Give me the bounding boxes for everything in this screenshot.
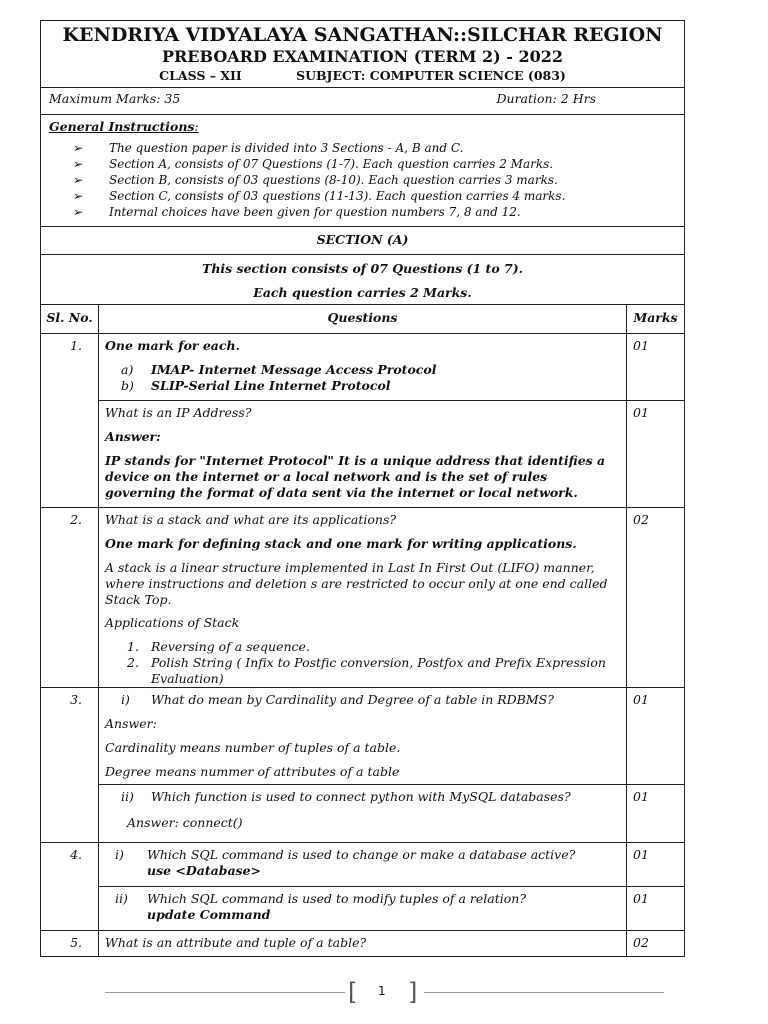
q4i-cell <box>99 843 627 887</box>
section-info <box>40 255 685 305</box>
q1b-answer: IP stands for "Internet Protocol" It is a unique address that identifies a device on the internet or a local network and is the set of rules governing the format of data sent via the internet or local network. <box>105 453 606 500</box>
arrow-bullet-icon: ➢ <box>73 157 84 171</box>
questions-table <box>40 304 685 957</box>
org-title: KENDRIYA VIDYALAYA SANGATHAN::SILCHAR REGION <box>62 24 663 46</box>
q1b-question: What is an IP Address? <box>105 405 252 420</box>
q2-number: 2. <box>41 508 99 688</box>
table-row <box>41 931 685 957</box>
arrow-bullet-icon: ➢ <box>73 173 84 187</box>
right-bracket-icon: ] <box>408 978 418 1006</box>
q3i-cell <box>99 688 627 785</box>
q1a-item-1: a) IMAP- Internet Message Access Protocol <box>121 362 437 377</box>
q5-marks: 02 <box>627 931 685 957</box>
footer-rule-right <box>424 992 664 993</box>
q5-question: What is an attribute and tuple of a table? <box>105 935 367 950</box>
q2-app-2: 2. Polish String ( Infix to Postfic conversion, Postfox and Prefix Expression Evaluation) <box>127 655 606 686</box>
instructions-list <box>49 140 676 220</box>
q4i-answer: use <Database> <box>147 863 262 878</box>
header-box <box>40 20 685 87</box>
q3ii-marks: 01 <box>627 785 685 843</box>
table-row <box>41 334 685 401</box>
q1a-item-2: b) SLIP-Serial Line Internet Protocol <box>121 378 391 393</box>
list-item: ➢ The question paper is divided into 3 Sections - A, B and C. <box>49 140 676 156</box>
duration: Duration: 2 Hrs <box>496 91 596 106</box>
general-instructions <box>40 115 685 227</box>
q3ii-cell <box>99 785 627 843</box>
q1-number: 1. <box>41 334 99 508</box>
q2-apps-title: Applications of Stack <box>105 615 240 630</box>
q2-cell <box>99 508 627 688</box>
table-row <box>41 785 685 843</box>
subject-label: SUBJECT: COMPUTER SCIENCE (083) <box>296 68 566 83</box>
q5-cell <box>99 931 627 957</box>
arrow-bullet-icon: ➢ <box>73 189 84 203</box>
q4ii-marks: 01 <box>627 887 685 931</box>
table-row <box>41 887 685 931</box>
table-row <box>41 508 685 688</box>
list-item: ➢ Section A, consists of 07 Questions (1-7). Each question carries 2 Marks. <box>49 156 676 172</box>
exam-title: PREBOARD EXAMINATION (TERM 2) - 2022 <box>161 47 564 66</box>
q3ii-question: ii) Which function is used to connect python with MySQL databases? <box>121 789 571 804</box>
table-row <box>41 401 685 508</box>
q4ii-question: ii) Which SQL command is used to modify tuples of a relation? <box>115 891 527 906</box>
footer-rule-left <box>105 992 345 993</box>
section-info-line2: Each question carries 2 Marks. <box>253 285 472 300</box>
list-item: ➢ Internal choices have been given for question numbers 7, 8 and 12. <box>49 204 676 220</box>
q2-scheme: One mark for defining stack and one mark for writing applications. <box>105 536 577 551</box>
q4ii-cell <box>99 887 627 931</box>
table-header-row <box>41 305 685 334</box>
q1a-cell <box>99 334 627 401</box>
question-paper <box>40 20 685 957</box>
table-row <box>41 843 685 887</box>
q1a-marks: 01 <box>627 334 685 401</box>
section-info-line1: This section consists of 07 Questions (1 to 7). <box>202 261 523 276</box>
arrow-bullet-icon: ➢ <box>73 141 84 155</box>
q3i-answer-label: Answer: <box>105 716 157 731</box>
q3i-degree: Degree means nummer of attributes of a table <box>105 764 400 779</box>
q4i-marks: 01 <box>627 843 685 887</box>
q3i-marks: 01 <box>627 688 685 785</box>
q4-number: 4. <box>41 843 99 931</box>
page-footer <box>0 978 768 1008</box>
q1b-marks: 01 <box>627 401 685 508</box>
max-marks: Maximum Marks: 35 <box>49 91 181 106</box>
q1b-cell <box>99 401 627 508</box>
instructions-title: General Instructions: <box>49 119 199 134</box>
page-number: 1 <box>378 984 386 998</box>
q1b-answer-label: Answer: <box>105 429 161 444</box>
table-row <box>41 688 685 785</box>
q2-definition: A stack is a linear structure implemented in Last In First Out (LIFO) manner, where instructions and deletion s are restricted to occur only at one end called Stack Top. <box>105 560 608 607</box>
q3-number: 3. <box>41 688 99 843</box>
col-questions-header: Questions <box>99 305 627 334</box>
q2-marks: 02 <box>627 508 685 688</box>
left-bracket-icon: [ <box>348 978 358 1006</box>
class-label: CLASS – XII <box>159 68 242 83</box>
q4i-question: i) Which SQL command is used to change or make a database active? <box>115 847 576 862</box>
q2-app-1: 1. Reversing of a sequence. <box>127 639 310 654</box>
q3i-cardinality: Cardinality means number of tuples of a table. <box>105 740 401 755</box>
col-marks-header: Marks <box>627 305 685 334</box>
q3i-question: i) What do mean by Cardinality and Degree of a table in RDBMS? <box>121 692 554 707</box>
section-title: SECTION (A) <box>40 227 685 255</box>
q3ii-answer: Answer: connect() <box>127 815 243 830</box>
arrow-bullet-icon: ➢ <box>73 205 84 219</box>
meta-box <box>40 87 685 115</box>
class-subject-line <box>41 67 684 87</box>
q4ii-answer: update Command <box>147 907 271 922</box>
q5-number: 5. <box>41 931 99 957</box>
list-item: ➢ Section B, consists of 03 questions (8-10). Each question carries 3 marks. <box>49 172 676 188</box>
col-sl-header: Sl. No. <box>41 305 99 334</box>
q1a-heading: One mark for each. <box>105 338 240 353</box>
q2-question: What is a stack and what are its applications? <box>105 512 397 527</box>
list-item: ➢ Section C, consists of 03 questions (11-13). Each question carries 4 marks. <box>49 188 676 204</box>
